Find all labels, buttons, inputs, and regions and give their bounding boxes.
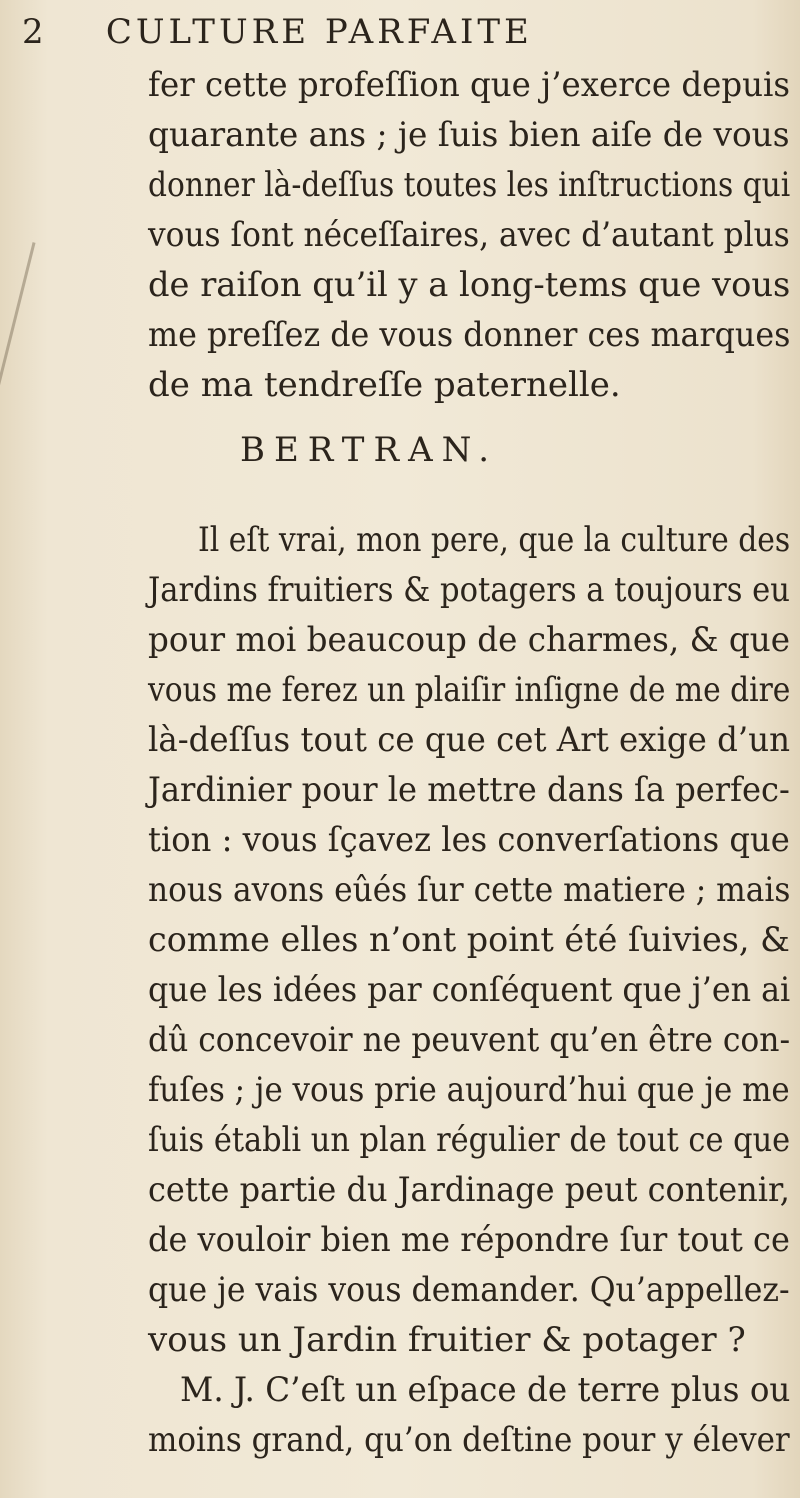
speaker-heading: BERTRAN. (240, 430, 499, 470)
text-line: Jardins fruitiers & potagers a toujours eu (148, 570, 790, 610)
text-line: cette partie du Jardinage peut contenir, (148, 1170, 790, 1210)
text-line: Jardinier pour le mettre dans ſa perfec- (148, 770, 790, 810)
text-line: dû concevoir ne peuvent qu’en être con- (148, 1020, 791, 1060)
page-number: 2 (22, 12, 47, 52)
text-line: pour moi beaucoup de charmes, & que (148, 620, 791, 660)
text-line: vous un Jardin fruitier & potager ? (148, 1320, 746, 1360)
text-line: M. J. C’eſt un eſpace de terre plus ou (180, 1370, 791, 1410)
text-line: que je vais vous demander. Qu’appellez- (148, 1270, 790, 1310)
text-line: ſuis établi un plan régulier de tout ce que (148, 1120, 791, 1160)
text-line: quarante ans ; je ſuis bien aiſe de vous (148, 115, 790, 155)
text-line: fer cette profeſſion que j’exerce depuis (148, 65, 791, 105)
text-line: de vouloir bien me répondre ſur tout ce (148, 1220, 790, 1260)
text-line: donner là-deſſus toutes les inſtructions qui (148, 165, 791, 205)
text-line: fuſes ; je vous prie aujourd’hui que je me (148, 1070, 790, 1110)
text-line: me preſſez de vous donner ces marques (148, 315, 791, 355)
text-line: que les idées par conſéquent que j’en ai (148, 970, 791, 1010)
text-line: de raiſon qu’il y a long-tems que vous (148, 265, 791, 305)
text-line: de ma tendreſſe paternelle. (148, 365, 621, 405)
margin-mark (0, 242, 36, 408)
running-head-title: CULTURE PARFAITE (105, 12, 533, 52)
text-line: vous ſont néceſſaires, avec d’autant plus (148, 215, 790, 255)
text-line: vous me ferez un plaiſir inſigne de me dire (148, 670, 791, 710)
text-line: tion : vous ſçavez les converſations que (148, 820, 790, 860)
running-head (22, 12, 782, 52)
text-line: nous avons eûés ſur cette matiere ; mais (148, 870, 791, 910)
text-line: là-deſſus tout ce que cet Art exige d’un (148, 720, 791, 760)
text-line: Il eſt vrai, mon pere, que la culture des (198, 520, 791, 560)
text-line: moins grand, qu’on deſtine pour y élever (148, 1420, 790, 1460)
text-line: comme elles n’ont point été ſuivies, & (148, 920, 790, 960)
